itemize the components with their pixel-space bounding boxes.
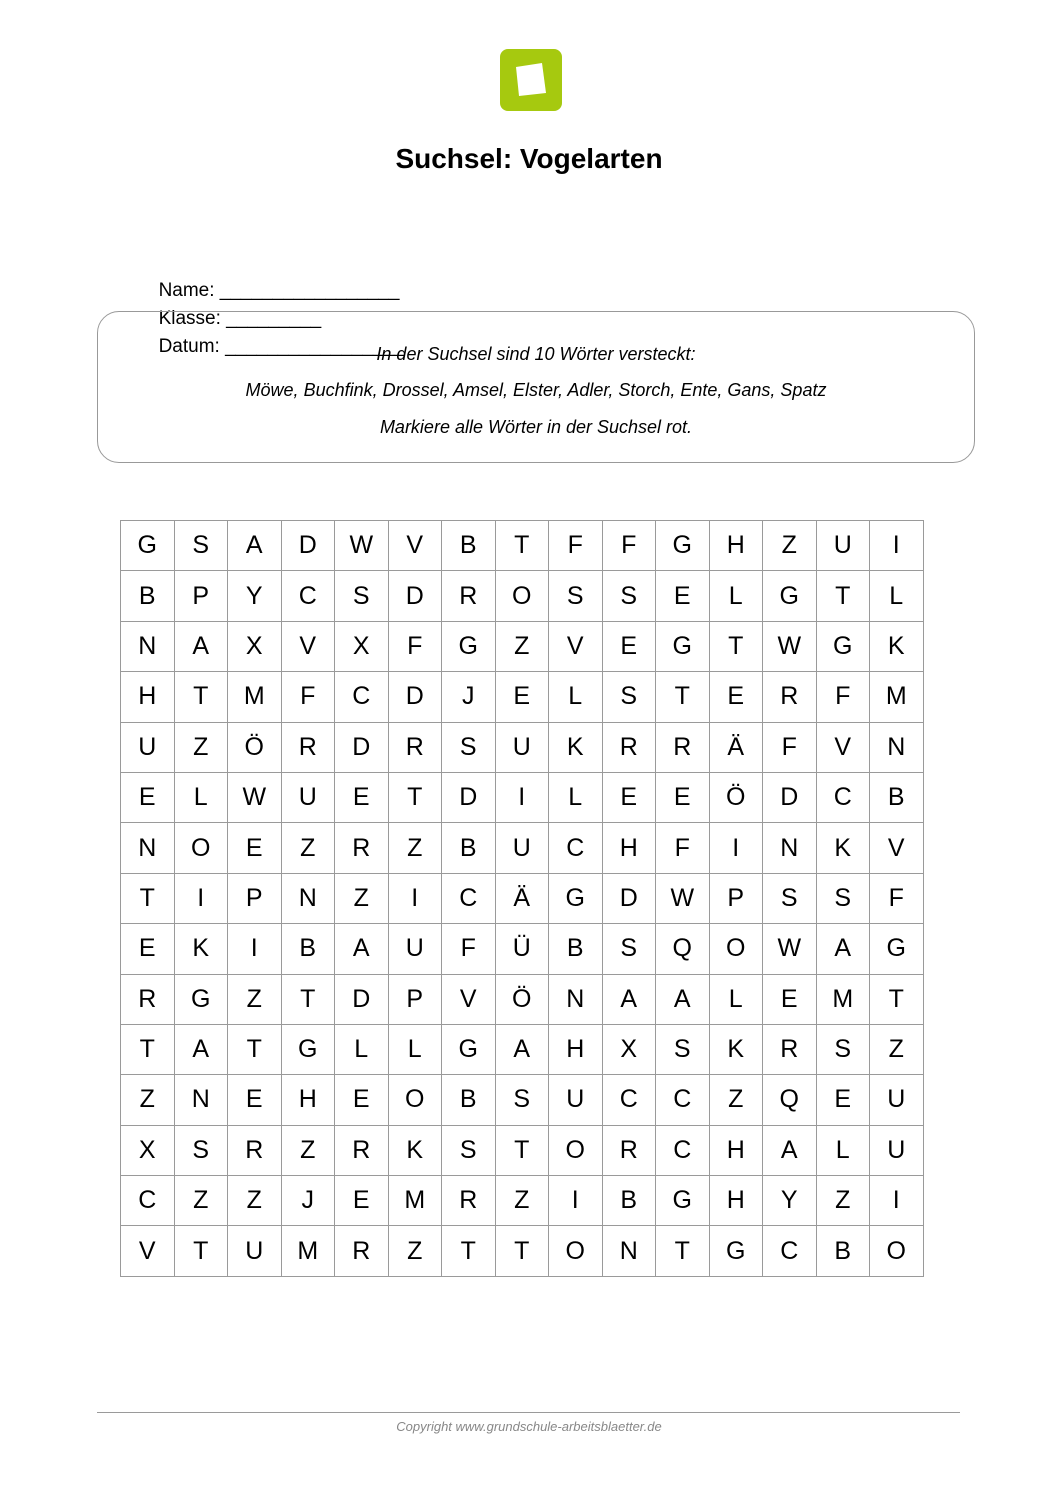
grid-cell[interactable]: Q [656,924,710,974]
grid-cell[interactable]: R [388,722,442,772]
grid-cell[interactable]: O [174,823,228,873]
grid-cell[interactable]: S [763,873,817,923]
grid-cell[interactable]: R [335,1125,389,1175]
grid-cell[interactable]: T [495,1226,549,1276]
grid-cell[interactable]: G [870,924,924,974]
grid-cell[interactable]: S [549,571,603,621]
grid-row [121,672,924,722]
grid-cell[interactable]: S [174,1125,228,1175]
grid-cell[interactable]: U [870,1125,924,1175]
grid-cell[interactable]: B [442,521,496,571]
grid-cell[interactable]: O [388,1075,442,1125]
grid-cell[interactable]: T [281,974,335,1024]
grid-cell[interactable]: R [763,1024,817,1074]
page-title: Suchsel: Vogelarten [395,143,663,174]
grid-cell[interactable]: T [174,1226,228,1276]
grid-cell[interactable]: G [763,571,817,621]
grid-cell[interactable]: I [709,823,763,873]
copyright-text: Copyright www.grundschule-arbeitsblaetter.de [396,1419,662,1434]
grid-cell[interactable]: I [549,1176,603,1226]
grid-cell[interactable]: L [388,1024,442,1074]
grid-cell[interactable]: U [549,1075,603,1125]
grid-cell[interactable]: W [656,873,710,923]
grid-cell[interactable]: Z [870,1024,924,1074]
instructions-line-1: In der Suchsel sind 10 Wörter versteckt: [376,344,696,364]
grid-cell[interactable]: Z [388,823,442,873]
grid-cell[interactable]: E [602,621,656,671]
grid-cell[interactable]: A [656,974,710,1024]
grid-cell[interactable]: R [442,1176,496,1226]
grid-cell[interactable]: C [281,571,335,621]
grid-cell[interactable]: U [495,722,549,772]
grid-cell[interactable]: E [816,1075,870,1125]
grid-cell[interactable]: Z [281,823,335,873]
grid-cell[interactable]: R [656,722,710,772]
grid-cell[interactable]: B [870,772,924,822]
grid-cell[interactable]: V [442,974,496,1024]
grid-cell[interactable]: N [870,722,924,772]
grid-cell[interactable]: K [816,823,870,873]
grid-cell[interactable]: E [656,571,710,621]
grid-cell[interactable]: S [442,722,496,772]
grid-cell[interactable]: S [602,924,656,974]
grid-cell[interactable]: E [335,1075,389,1125]
grid-cell[interactable]: K [709,1024,763,1074]
grid-cell[interactable]: M [281,1226,335,1276]
grid-cell[interactable]: U [228,1226,282,1276]
grid-row [121,873,924,923]
grid-cell[interactable]: V [121,1226,175,1276]
grid-cell[interactable]: L [870,571,924,621]
grid-cell[interactable]: T [495,1125,549,1175]
grid-cell[interactable]: E [228,823,282,873]
grid-cell[interactable]: T [121,1024,175,1074]
grid-cell[interactable]: H [602,823,656,873]
grid-cell[interactable]: Z [335,873,389,923]
grid-cell[interactable]: G [442,1024,496,1074]
grid-cell[interactable]: F [549,521,603,571]
grid-cell[interactable]: S [602,672,656,722]
grid-cell[interactable]: W [228,772,282,822]
grid-cell[interactable]: E [495,672,549,722]
grid-cell[interactable]: S [174,521,228,571]
grid-cell[interactable]: S [816,873,870,923]
grid-cell[interactable]: I [870,1176,924,1226]
grid-cell[interactable]: D [335,974,389,1024]
grid-cell[interactable]: R [281,722,335,772]
grid-cell[interactable]: Z [495,621,549,671]
grid-cell[interactable]: M [228,672,282,722]
grid-cell[interactable]: S [442,1125,496,1175]
grid-cell[interactable]: T [228,1024,282,1074]
grid-cell[interactable]: Y [763,1176,817,1226]
grid-cell[interactable]: O [870,1226,924,1276]
word-search-grid [120,520,924,1277]
grid-cell[interactable]: T [870,974,924,1024]
grid-row [121,1226,924,1276]
grid-cell[interactable]: A [763,1125,817,1175]
grid-cell[interactable]: Y [228,571,282,621]
grid-cell[interactable]: G [656,621,710,671]
grid-cell[interactable]: B [121,571,175,621]
grid-cell[interactable]: A [174,1024,228,1074]
grid-cell[interactable]: I [228,924,282,974]
grid-cell[interactable]: R [763,672,817,722]
grid-cell[interactable]: Z [281,1125,335,1175]
grid-cell[interactable]: D [388,571,442,621]
grid-cell[interactable]: C [656,1125,710,1175]
grid-cell[interactable]: O [549,1226,603,1276]
grid-cell[interactable]: Z [174,1176,228,1226]
grid-cell[interactable]: G [281,1024,335,1074]
grid-cell[interactable]: C [442,873,496,923]
grid-cell[interactable]: X [121,1125,175,1175]
grid-cell[interactable]: N [174,1075,228,1125]
grid-row [121,621,924,671]
grid-cell[interactable]: D [281,521,335,571]
grid-cell[interactable]: N [549,974,603,1024]
grid-cell[interactable]: R [228,1125,282,1175]
grid-cell[interactable]: L [335,1024,389,1074]
grid-cell[interactable]: M [870,672,924,722]
grid-cell[interactable]: N [602,1226,656,1276]
grid-cell[interactable]: Z [388,1226,442,1276]
grid-row [121,722,924,772]
grid-cell[interactable]: Z [228,1176,282,1226]
grid-row [121,823,924,873]
grid-cell[interactable]: T [656,672,710,722]
grid-cell[interactable]: F [656,823,710,873]
grid-cell[interactable]: A [495,1024,549,1074]
grid-cell[interactable]: Z [816,1176,870,1226]
grid-cell[interactable]: F [602,521,656,571]
grid-cell[interactable]: E [602,772,656,822]
grid-cell[interactable]: C [816,772,870,822]
grid-cell[interactable]: S [495,1075,549,1125]
grid-cell[interactable]: N [281,873,335,923]
grid-cell[interactable]: B [602,1176,656,1226]
grid-cell[interactable]: V [549,621,603,671]
grid-row [121,924,924,974]
grid-cell[interactable]: L [816,1125,870,1175]
grid-cell[interactable]: E [121,772,175,822]
date-field[interactable]: Datum: _________________ [158,336,405,357]
grid-cell[interactable]: N [121,823,175,873]
grid-cell[interactable]: F [388,621,442,671]
grid-cell[interactable]: C [335,672,389,722]
grid-cell[interactable]: E [228,1075,282,1125]
grid-cell[interactable]: W [763,621,817,671]
grid-cell[interactable]: V [388,521,442,571]
grid-cell[interactable]: E [656,772,710,822]
grid-cell[interactable]: Z [495,1176,549,1226]
logo [500,49,562,111]
grid-row [121,772,924,822]
grid-cell[interactable]: R [121,974,175,1024]
grid-cell[interactable]: A [602,974,656,1024]
grid-cell[interactable]: O [495,571,549,621]
grid-cell[interactable]: G [656,1176,710,1226]
grid-cell[interactable]: L [174,772,228,822]
grid-row [121,521,924,571]
grid-cell[interactable]: A [335,924,389,974]
grid-cell[interactable]: I [870,521,924,571]
grid-cell[interactable]: X [228,621,282,671]
grid-cell[interactable]: Z [121,1075,175,1125]
grid-cell[interactable]: T [656,1226,710,1276]
grid-cell[interactable]: K [388,1125,442,1175]
grid-cell[interactable]: U [495,823,549,873]
grid-cell[interactable]: S [335,571,389,621]
grid-cell[interactable]: G [549,873,603,923]
grid-cell[interactable]: F [281,672,335,722]
instructions-word-list: Möwe, Buchfink, Drossel, Amsel, Elster, Adler, Storch, Ente, Gans, Spatz [245,380,827,400]
grid-cell[interactable]: K [174,924,228,974]
grid-cell[interactable]: O [549,1125,603,1175]
grid-cell[interactable]: H [709,1125,763,1175]
grid-row [121,1075,924,1125]
grid-cell[interactable]: L [549,772,603,822]
grid-cell[interactable]: Z [174,722,228,772]
grid-cell[interactable]: B [549,924,603,974]
grid-cell[interactable]: G [121,521,175,571]
grid-cell[interactable]: T [388,772,442,822]
grid-row [121,571,924,621]
grid-cell[interactable]: P [709,873,763,923]
grid-cell[interactable]: V [816,722,870,772]
footer-divider [97,1412,960,1413]
grid-cell[interactable]: B [442,823,496,873]
grid-cell[interactable]: H [549,1024,603,1074]
grid-cell[interactable]: H [709,1176,763,1226]
grid-cell[interactable]: J [442,672,496,722]
grid-cell[interactable]: M [816,974,870,1024]
grid-cell[interactable]: E [121,924,175,974]
grid-cell[interactable]: G [656,521,710,571]
grid-cell[interactable]: R [602,1125,656,1175]
grid-cell[interactable]: T [442,1226,496,1276]
grid-cell[interactable]: C [121,1176,175,1226]
grid-cell[interactable]: B [281,924,335,974]
grid-cell[interactable]: H [281,1075,335,1125]
grid-row [121,1125,924,1175]
grid-cell[interactable]: U [388,924,442,974]
grid-row [121,1024,924,1074]
grid-cell[interactable]: G [816,621,870,671]
grid-cell[interactable]: C [656,1075,710,1125]
grid-cell[interactable]: F [870,873,924,923]
name-field[interactable]: Name: _________________ [158,280,400,301]
grid-cell[interactable]: G [174,974,228,1024]
grid-cell[interactable]: G [442,621,496,671]
grid-cell[interactable]: N [763,823,817,873]
grid-cell[interactable]: W [763,924,817,974]
grid-cell[interactable]: H [709,521,763,571]
grid-cell[interactable]: U [121,722,175,772]
grid-cell[interactable]: Ä [709,722,763,772]
grid-cell[interactable]: U [281,772,335,822]
grid-cell[interactable]: D [602,873,656,923]
grid-cell[interactable]: C [549,823,603,873]
grid-cell[interactable]: I [388,873,442,923]
grid-cell[interactable]: K [549,722,603,772]
grid-cell[interactable]: W [335,521,389,571]
grid-cell[interactable]: X [602,1024,656,1074]
grid-cell[interactable]: A [228,521,282,571]
grid-cell[interactable]: Ö [228,722,282,772]
grid-cell[interactable]: N [121,621,175,671]
grid-cell[interactable]: E [709,672,763,722]
square-tile-icon [500,49,562,111]
grid-cell[interactable]: Q [763,1075,817,1125]
grid-cell[interactable]: R [335,1226,389,1276]
grid-cell[interactable]: Z [709,1075,763,1125]
instructions-line-3: Markiere alle Wörter in der Suchsel rot. [379,417,693,437]
grid-cell[interactable]: C [602,1075,656,1125]
grid-cell[interactable]: V [870,823,924,873]
grid-cell[interactable]: Ö [495,974,549,1024]
grid-cell[interactable]: R [442,571,496,621]
grid-cell[interactable]: T [709,621,763,671]
grid-cell[interactable]: D [442,772,496,822]
grid-cell[interactable]: S [656,1024,710,1074]
grid-cell[interactable]: E [335,1176,389,1226]
grid-cell[interactable]: X [335,621,389,671]
grid-row [121,974,924,1024]
grid-cell[interactable]: T [816,571,870,621]
grid-cell[interactable]: Ü [495,924,549,974]
grid-cell[interactable]: P [388,974,442,1024]
grid-cell[interactable]: Ö [709,772,763,822]
grid-cell[interactable]: T [121,873,175,923]
grid-cell[interactable]: B [442,1075,496,1125]
grid-cell[interactable]: E [763,974,817,1024]
grid-cell[interactable]: D [388,672,442,722]
grid-cell[interactable]: J [281,1176,335,1226]
grid-cell[interactable]: M [388,1176,442,1226]
grid-cell[interactable]: A [174,621,228,671]
grid-cell[interactable]: L [549,672,603,722]
grid-cell[interactable]: I [174,873,228,923]
grid-cell[interactable]: K [870,621,924,671]
grid-cell[interactable]: S [816,1024,870,1074]
grid-cell[interactable]: U [816,521,870,571]
grid-cell[interactable]: T [495,521,549,571]
grid-cell[interactable]: L [709,571,763,621]
grid-cell[interactable]: O [709,924,763,974]
grid-cell[interactable]: I [495,772,549,822]
grid-cell[interactable]: B [816,1226,870,1276]
grid-cell[interactable]: D [335,722,389,772]
grid-cell[interactable]: F [816,672,870,722]
grid-cell[interactable]: D [763,772,817,822]
grid-cell[interactable]: T [174,672,228,722]
grid-cell[interactable]: V [281,621,335,671]
class-field[interactable]: Klasse: _________ [158,308,322,329]
grid-cell[interactable]: U [870,1075,924,1125]
grid-cell[interactable]: Z [763,521,817,571]
grid-cell[interactable]: L [709,974,763,1024]
grid-cell[interactable]: Z [228,974,282,1024]
grid-cell[interactable]: F [763,722,817,772]
grid-cell[interactable]: F [442,924,496,974]
grid-cell[interactable]: R [602,722,656,772]
grid-row [121,1176,924,1226]
grid-cell[interactable]: S [602,571,656,621]
grid-cell[interactable]: H [121,672,175,722]
grid-cell[interactable]: E [335,772,389,822]
grid-cell[interactable]: A [816,924,870,974]
grid-cell[interactable]: G [709,1226,763,1276]
grid-cell[interactable]: R [335,823,389,873]
grid-cell[interactable]: C [763,1226,817,1276]
grid-cell[interactable]: Ä [495,873,549,923]
grid-cell[interactable]: P [174,571,228,621]
grid-cell[interactable]: P [228,873,282,923]
